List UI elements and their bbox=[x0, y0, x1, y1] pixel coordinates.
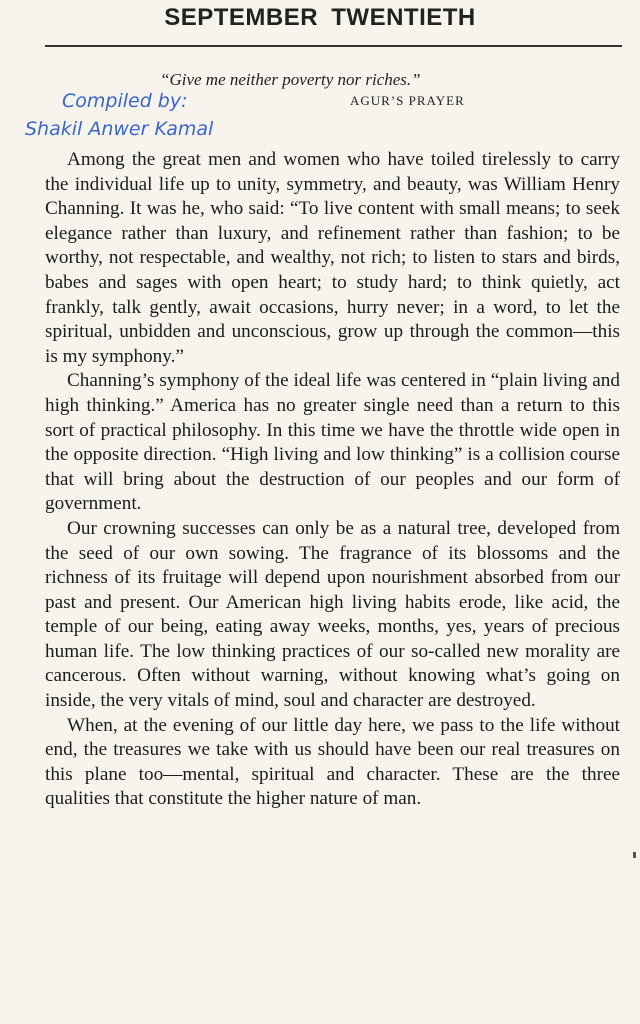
paragraph-3: Our crowning successes can only be as a natural tree, developed from the seed of our own sowing. The fragrance of its blossoms and the richness of its fruitage will depend upon nourishment absorbed from our past and present. Our American high living habits erode, like acid, the temple of our being, eating away weeks, months, yes, years of precious human life. The low thinking practices of our so-called new morality are cancerous. Often without warning, without knowing what’s going on inside, the very vitals of mind, soul and character are destroyed. bbox=[45, 517, 620, 712]
article-body bbox=[45, 148, 620, 812]
paragraph-4: When, at the evening of our little day here, we pass to the life without end, the treasures we take with us should have been our real treasures on this plane too—mental, spiritual and character. These are the three qualities that constitute the higher nature of man. bbox=[45, 714, 620, 810]
paragraph-1: Among the great men and women who have toiled tirelessly to carry the individual life up to unity, symmetry, and beauty, was William Henry Channing. It was he, who said: “To live content with small means; to seek elegance rather than luxury, and refinement rather than fashion; to be worthy, not respectable, and wealthy, not rich; to listen to stars and birds, babes and sages with open heart; to study hard; to think quietly, act frankly, talk gently, await occasions, hurry never; in a word, to let the spiritual, unbidden and unconscious, grow up through the common—this is my symphony.” bbox=[45, 149, 620, 367]
paragraph-2: Channing’s symphony of the ideal life was centered in “plain living and high thinking.” America has no greater single need than a return to this sort of practical philosophy. In this time we have the throttle wide open in the opposite direction. “High living and low thinking” is a collision course that will bring about the destruction of our peoples and our form of government. bbox=[45, 370, 620, 515]
epigraph-quote: “Give me neither poverty nor riches.” bbox=[160, 70, 421, 89]
epigraph-attribution: AGUR’S PRAYER bbox=[350, 93, 465, 108]
title-divider bbox=[45, 45, 622, 47]
compiler-name: Shakil Anwer Kamal bbox=[25, 118, 214, 140]
compiled-by-label: Compiled by: bbox=[62, 90, 188, 112]
page-title: SEPTEMBER TWENTIETH bbox=[164, 4, 476, 31]
page-edge-mark bbox=[633, 852, 636, 858]
